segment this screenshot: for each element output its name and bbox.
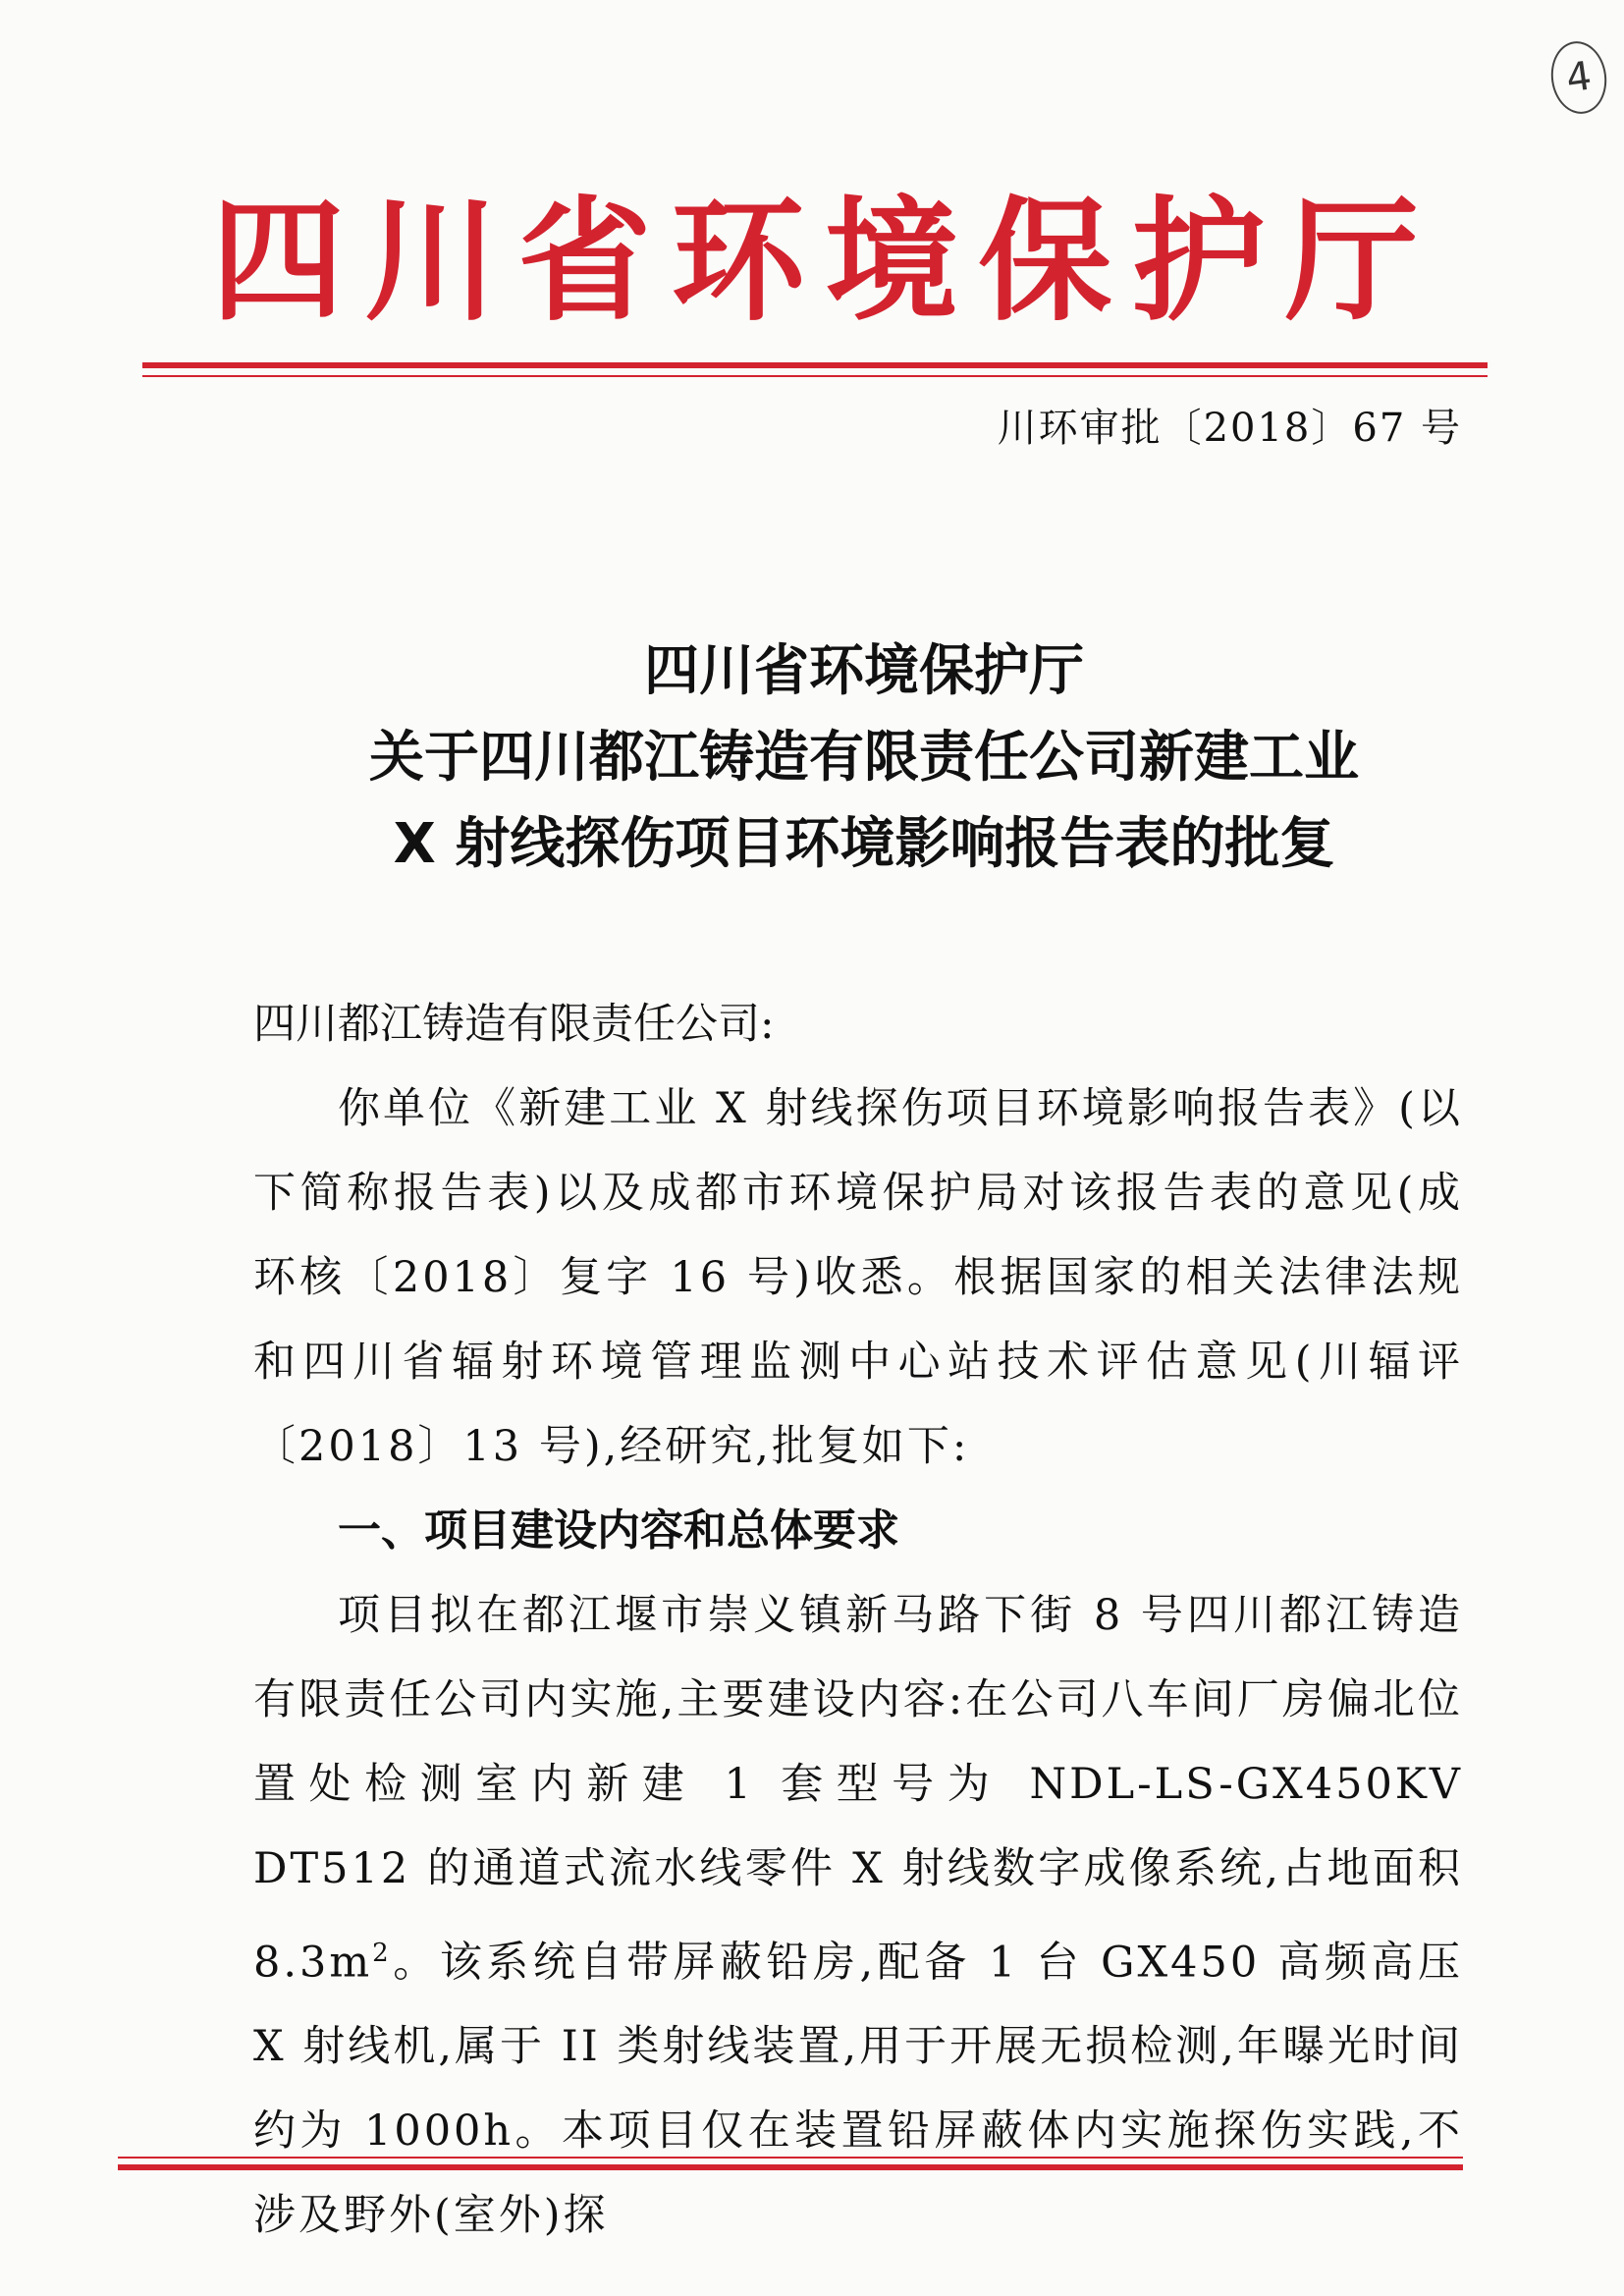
header-rule-thick	[142, 362, 1488, 368]
addressee: 四川都江铸造有限责任公司:	[253, 1000, 775, 1049]
document-title	[0, 629, 1624, 888]
body-paragraph-2	[253, 1573, 1463, 2258]
footer-rule-thin	[118, 2157, 1463, 2159]
letterhead-char: 省	[517, 185, 652, 340]
letterhead-char: 川	[364, 185, 499, 340]
document-number: 川环审批〔2018〕67 号	[997, 406, 1462, 451]
paragraph-2-text-b: 。该系统自带屏蔽铅房,配备 1 台 GX450 高频高压 X 射线机,属于 II 类射线装置,用于开展无损检测,年曝光时间约为 1000h。本项目仅在装置铅屏蔽体内实施探伤实践,不涉及野外(室外)探	[253, 1938, 1463, 2241]
title-line-3: X 射线探伤项目环境影响报告表的批复	[393, 812, 1335, 876]
header-rule-thin	[142, 375, 1488, 377]
section-heading-1: 一、项目建设内容和总体要求	[338, 1505, 899, 1556]
letterhead-char: 保	[978, 185, 1112, 340]
title-line-2: 关于四川都江铸造有限责任公司新建工业	[369, 726, 1359, 790]
letterhead-char: 护	[1131, 185, 1266, 340]
page-number: 4	[1546, 37, 1611, 117]
footer-rule-thick	[118, 2164, 1463, 2170]
body-paragraph-1: 你单位《新建工业 X 射线探伤项目环境影响报告表》(以下简称报告表)以及成都市环境保护局对该报告表的意见(成环核〔2018〕复字 16 号)收悉。根据国家的相关法律法规和四川省辐射环境管理监测中心站技术评估意见(川辐评〔2018〕13 号),经研究,批复如下:	[253, 1084, 1463, 1471]
letterhead-char: 境	[825, 185, 959, 340]
paragraph-2-text-a: 项目拟在都江堰市崇义镇新马路下街 8 号四川都江铸造有限责任公司内实施,主要建设内容:在公司八车间厂房偏北位置处检测室内新建 1 套型号为 NDL-LS-GX450KV DT512 的通道式流水线零件 X 射线数字成像系统,占地面积 8.3m	[253, 1591, 1463, 1988]
area-unit-superscript: 2	[372, 1939, 392, 1968]
letterhead-char: 四	[211, 185, 345, 340]
letterhead-char: 厅	[1284, 185, 1419, 340]
letterhead-char: 环	[671, 185, 805, 340]
title-line-1: 四川省环境保护厅	[644, 639, 1084, 703]
letterhead-title	[211, 182, 1419, 344]
